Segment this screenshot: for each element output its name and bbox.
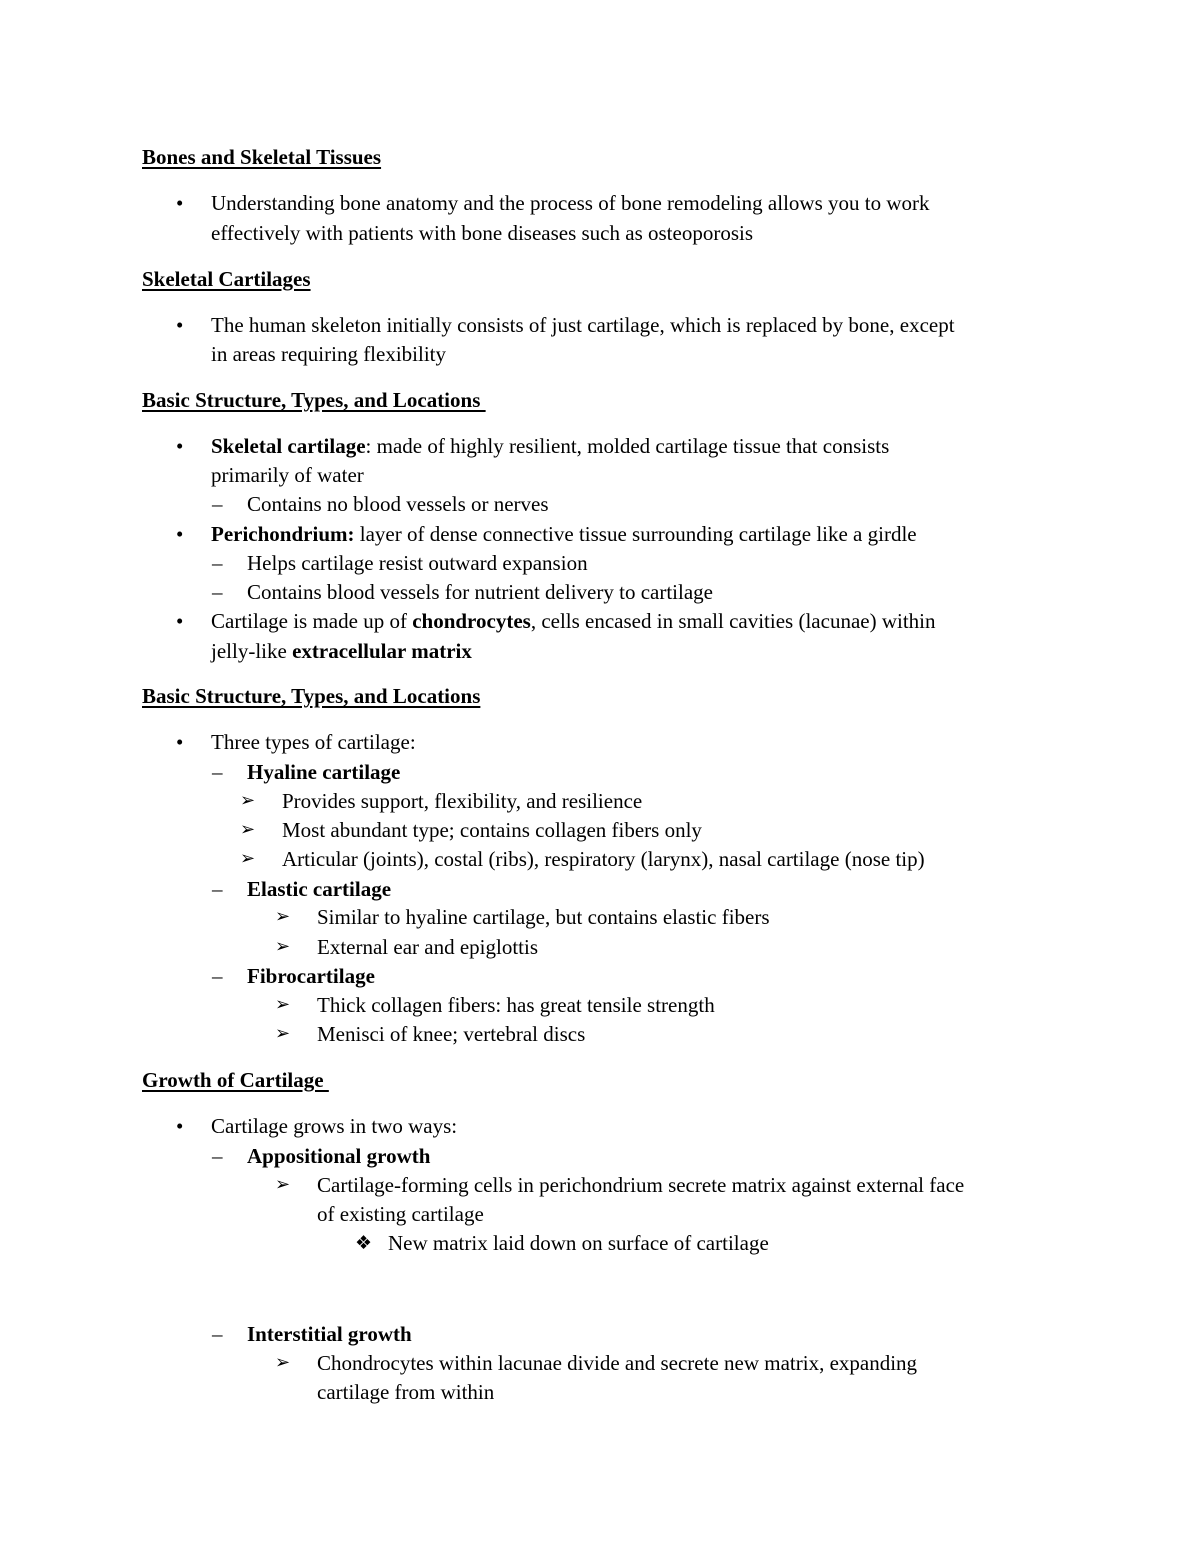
point-text: Thick collagen fibers: has great tensile strength — [317, 993, 715, 1017]
point-text: Provides support, flexibility, and resilience — [282, 789, 643, 813]
section-heading: Bones and Skeletal Tissues — [142, 145, 382, 169]
sub-item-text: Helps cartilage resist outward expansion — [247, 551, 588, 575]
bullet-marker: • — [176, 434, 184, 458]
point-text: Articular (joints), costal (ribs), respiratory (larynx), nasal cartilage (nose tip) — [282, 847, 925, 871]
bullet-marker: • — [176, 313, 184, 337]
body-text: in areas requiring flexibility — [211, 342, 447, 366]
bullet-marker: • — [176, 191, 184, 215]
point-text: of existing cartilage — [317, 1202, 484, 1226]
section-heading: Skeletal Cartilages — [142, 267, 311, 291]
body-text — [211, 638, 472, 664]
arrow-bullet-icon: ➢ — [240, 819, 256, 840]
term-definition: layer of dense connective tissue surrounding cartilage like a girdle — [354, 522, 917, 546]
body-text — [211, 608, 936, 634]
body-text: Cartilage grows in two ways: — [211, 1114, 458, 1138]
bold-term: extracellular matrix — [292, 639, 472, 663]
bold-term: chondrocytes — [412, 609, 531, 633]
dash-marker: – — [212, 964, 223, 988]
body-text: primarily of water — [211, 463, 364, 487]
text-run: Cartilage is made up of — [211, 609, 413, 633]
arrow-bullet-icon: ➢ — [275, 1352, 291, 1373]
point-text: Most abundant type; contains collagen fibers only — [282, 818, 702, 842]
subpoint-text: New matrix laid down on surface of cartilage — [388, 1231, 769, 1255]
growth-type-name: Interstitial growth — [247, 1322, 412, 1346]
body-text: Three types of cartilage: — [211, 730, 416, 754]
dash-marker: – — [212, 551, 223, 575]
body-text: effectively with patients with bone diseases such as osteoporosis — [211, 221, 754, 245]
bullet-marker: • — [176, 609, 184, 633]
term-definition: : made of highly resilient, molded cartilage tissue that consists — [365, 434, 890, 458]
point-text: Cartilage-forming cells in perichondrium secrete matrix against external face — [317, 1173, 965, 1197]
cartilage-type-name: Hyaline cartilage — [247, 760, 401, 784]
bold-term: Perichondrium: — [211, 522, 355, 546]
section-heading: Growth of Cartilage — [142, 1068, 329, 1092]
dash-marker: – — [212, 1322, 223, 1346]
body-text — [211, 521, 917, 547]
sub-item-text: Contains blood vessels for nutrient delivery to cartilage — [247, 580, 713, 604]
dash-marker: – — [212, 1144, 223, 1168]
bullet-marker: • — [176, 730, 184, 754]
bullet-marker: • — [176, 522, 184, 546]
body-text: Understanding bone anatomy and the process of bone remodeling allows you to work — [211, 191, 930, 215]
dash-marker: – — [212, 492, 223, 516]
section-heading: Basic Structure, Types, and Locations — [142, 388, 486, 412]
bullet-marker: • — [176, 1114, 184, 1138]
sub-item-text: Contains no blood vessels or nerves — [247, 492, 549, 516]
dash-marker: – — [212, 877, 223, 901]
arrow-bullet-icon: ➢ — [275, 936, 291, 957]
body-text — [211, 433, 889, 459]
arrow-bullet-icon: ➢ — [275, 994, 291, 1015]
dash-marker: – — [212, 760, 223, 784]
arrow-bullet-icon: ➢ — [275, 1174, 291, 1195]
arrow-bullet-icon: ➢ — [240, 848, 256, 869]
text-run: jelly-like — [211, 639, 293, 663]
cartilage-type-name: Elastic cartilage — [247, 877, 392, 901]
arrow-bullet-icon: ➢ — [275, 1023, 291, 1044]
diamond-bullet-icon: ❖ — [355, 1232, 373, 1254]
section-heading: Basic Structure, Types, and Locations — [142, 684, 481, 708]
dash-marker: – — [212, 580, 223, 604]
growth-type-name: Appositional growth — [247, 1144, 431, 1168]
arrow-bullet-icon: ➢ — [275, 906, 291, 927]
point-text: External ear and epiglottis — [317, 935, 539, 959]
point-text: cartilage from within — [317, 1380, 495, 1404]
body-text: The human skeleton initially consists of just cartilage, which is replaced by bone, except — [211, 313, 955, 337]
bold-term: Skeletal cartilage — [211, 434, 366, 458]
point-text: Chondrocytes within lacunae divide and secrete new matrix, expanding — [317, 1351, 918, 1375]
text-run: , cells encased in small cavities (lacunae) within — [530, 609, 936, 633]
point-text: Menisci of knee; vertebral discs — [317, 1022, 586, 1046]
cartilage-type-name: Fibrocartilage — [247, 964, 375, 988]
arrow-bullet-icon: ➢ — [240, 790, 256, 811]
point-text: Similar to hyaline cartilage, but contains elastic fibers — [317, 905, 770, 929]
